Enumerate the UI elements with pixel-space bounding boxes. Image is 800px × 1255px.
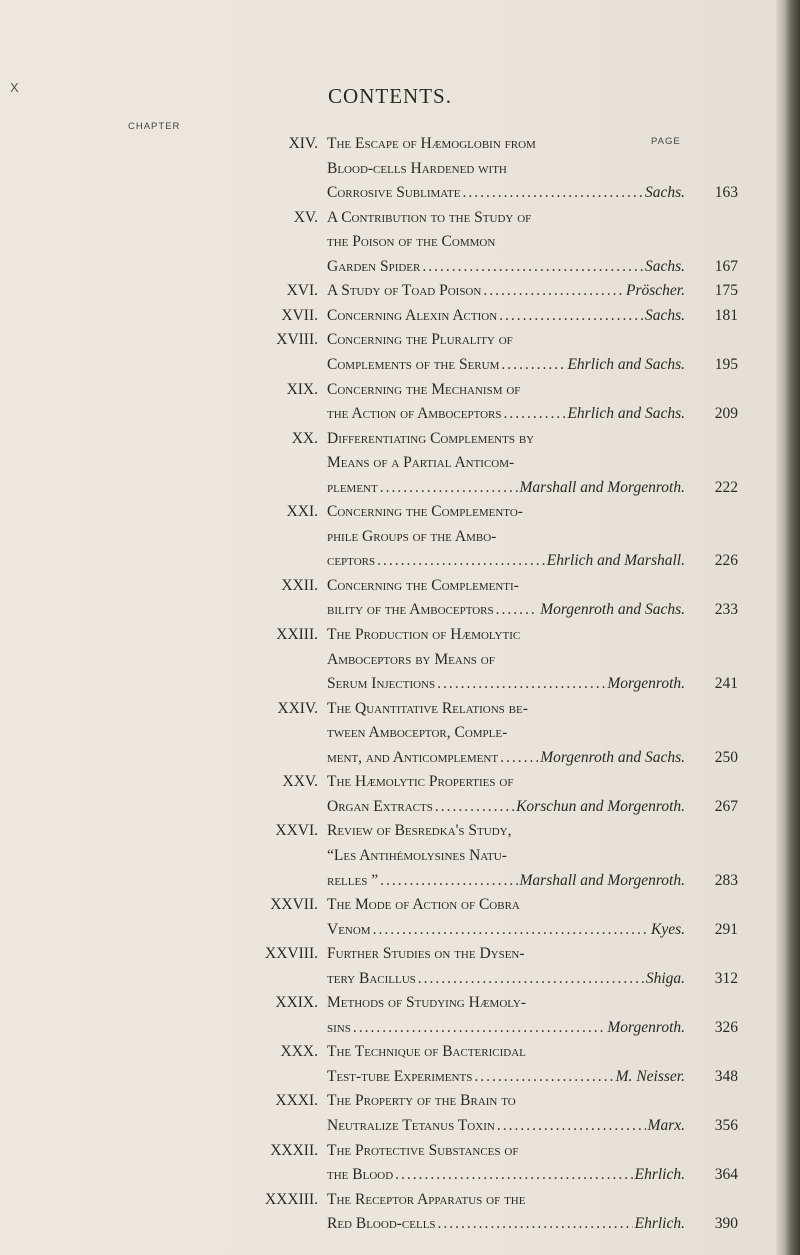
entry-line [0,1089,800,1113]
dot-leader [418,967,644,991]
entry-line [0,795,800,819]
chapter-title-leader-line [327,1114,685,1138]
page-number: 283 [714,871,738,889]
chapter-number: XV. [293,208,318,226]
chapter-title-line: the Action of Amboceptors [327,405,502,423]
entry-line [0,206,800,230]
chapter-author: Morgenroth and Sachs. [540,601,685,619]
entry-line [0,1212,800,1236]
chapter-title-line: phile Groups of the Ambo- [327,527,497,545]
entry-line [0,574,800,598]
chapter-title-line: Garden Spider [327,257,421,275]
chapter-title-leader-line [327,746,685,770]
entry-line [0,918,800,942]
page-number: 356 [714,1117,738,1134]
entry-line [0,181,800,205]
chapter-author: Sachs. [644,306,685,324]
chapter-title-line: Red Blood-cells [327,1215,436,1233]
chapter-number: XIX. [286,380,318,398]
chapter-title-line: Organ Extracts [327,797,433,815]
entry-line [0,844,800,868]
chapter-title-line: Complements of the Serum [327,355,500,373]
page-number: 312 [714,969,738,987]
chapter-title-line: Concerning the Complemento- [327,503,523,521]
chapter-title-line: The Hæmolytic Properties of [327,773,514,791]
chapter-title-leader-line [327,255,685,279]
entry-line [0,353,800,377]
chapter-column-label: CHAPTER [128,121,181,132]
chapter-title-leader-line [327,1212,685,1236]
chapter-title-line: The Protective Substances of [327,1141,519,1159]
chapter-title-line: A Contribution to the Study of [327,208,532,226]
chapter-title-line: Concerning Alexin Action [327,306,498,324]
dot-leader [497,1114,646,1138]
chapter-title-line: ment, and Anticomplement [327,748,499,766]
dot-leader [462,181,643,205]
chapter-author: Marx. [647,1117,685,1134]
dot-leader [504,402,566,426]
chapter-title-leader-line [327,598,685,622]
chapter-number: XVII. [281,306,318,324]
chapter-title-line: Concerning the Plurality of [327,331,513,349]
entry-line [0,500,800,524]
chapter-title-leader-line [327,1065,685,1089]
entry-line [0,230,800,254]
chapter-title-line: Differentiating Complements by [327,429,535,447]
chapter-number: XXVIII. [265,945,318,963]
entry-line [0,648,800,672]
chapter-title-leader-line [327,967,685,991]
page-number: 326 [714,1018,738,1036]
chapter-number: XXXII. [270,1141,318,1159]
chapter-title-leader-line [327,795,685,819]
chapter-title-line: “Les Antihémolysines Natu- [327,846,507,864]
chapter-title-line: Concerning the Complementi- [327,576,519,594]
chapter-number: XVI. [286,282,318,300]
chapter-author: Sachs. [644,184,685,202]
entry-line [0,1016,800,1040]
entry-line [0,869,800,893]
chapter-title-line: Review of Besredka's Study, [327,822,512,840]
page-number: 250 [714,748,738,766]
chapter-title-leader-line [327,1016,685,1040]
chapter-title-line: Neutralize Tetanus Toxin [327,1117,495,1134]
chapter-number: XVIII. [276,331,318,349]
folio-mark: X [10,80,19,95]
entry-line [0,1139,800,1163]
chapter-author: Pröscher. [626,282,685,300]
chapter-title-line: The Receptor Apparatus of the [327,1190,526,1208]
entry-line [0,1040,800,1064]
chapter-author: Ehrlich and Marshall. [546,552,685,570]
entry-line [0,770,800,794]
dot-leader [422,255,643,279]
dot-leader [501,353,565,377]
page-number: 163 [714,184,738,202]
dot-leader [500,746,538,770]
chapter-number: XX. [291,429,318,447]
page-number: 226 [714,552,738,570]
chapter-author: Morgenroth and Sachs. [540,748,685,766]
entry-line [0,378,800,402]
entry-line [0,476,800,500]
page-number: 175 [714,282,738,300]
chapter-title-line: Concerning the Mechanism of [327,380,521,398]
chapter-author: Ehrlich and Sachs. [567,355,685,373]
page-number: 241 [714,675,738,693]
entry-line [0,721,800,745]
chapter-title-line: Means of a Partial Anticom- [327,454,515,472]
page-number: 233 [714,601,738,619]
chapter-title-line: The Mode of Action of Cobra [327,896,520,914]
page-number: 348 [714,1067,738,1085]
entry-line [0,598,800,622]
entry-line [0,525,800,549]
chapter-title-line: relles ” [327,871,379,889]
entry-line [0,991,800,1015]
page-number: 209 [714,405,738,423]
chapter-title-line: The Production of Hæmolytic [327,626,521,643]
chapter-title-line: the Poison of the Common [327,233,496,251]
chapter-title-leader-line [327,918,685,942]
chapter-title-line: The Escape of Hæmoglobin from [327,135,536,152]
entry-line [0,549,800,573]
page-number: 181 [714,306,738,324]
page-number: 390 [714,1215,738,1233]
entry-line [0,1114,800,1138]
chapter-title-line: The Property of the Brain to [327,1092,516,1110]
chapter-title-leader-line [327,476,685,500]
dot-leader [435,795,514,819]
chapter-title-leader-line [327,181,685,205]
dot-leader [377,549,545,573]
chapter-number: XXXIII. [265,1190,318,1208]
entry-line [0,623,800,647]
chapter-title-line: plement [327,478,378,496]
chapter-number: XXV. [282,773,318,791]
chapter-title-leader-line [327,1163,685,1187]
chapter-title-line: A Study of Toad Poison [327,282,482,300]
page-number: 167 [714,257,738,275]
chapter-number: XXVII. [270,896,318,914]
chapter-author: Morgenroth. [607,675,685,693]
chapter-author: Morgenroth. [607,1018,685,1036]
page-number: 222 [714,478,738,496]
chapter-number: XXIII. [276,626,318,643]
page-number: 267 [714,797,738,815]
dot-leader [380,869,517,893]
dot-leader [353,1016,606,1040]
chapter-title-leader-line [327,279,685,303]
chapter-title-line: Amboceptors by Means of [327,650,495,668]
entry-line [0,967,800,991]
chapter-author: Sachs. [644,257,685,275]
chapter-title-line: Blood-cells Hardened with [327,159,507,177]
chapter-number: XXVI. [275,822,318,840]
chapter-title-line: Further Studies on the Dysen- [327,945,525,963]
chapter-title-line: ceptors [327,552,376,570]
chapter-number: XXX. [280,1043,318,1061]
chapter-title-leader-line [327,402,685,426]
entry-line [0,819,800,843]
chapter-number: XIV. [288,135,318,152]
chapter-title-line: The Quantitative Relations be- [327,699,528,717]
chapter-author: Ehrlich. [634,1215,685,1233]
chapter-title-leader-line [327,869,685,893]
entry-line [0,157,800,181]
entry-line [0,328,800,352]
chapter-number: XXXI. [275,1092,318,1110]
entry-line [0,942,800,966]
page-column-label: PAGE [651,136,681,147]
page-title: CONTENTS. [328,84,452,108]
chapter-title-line: Venom [327,920,371,938]
dot-leader [380,476,518,500]
dot-leader [499,304,643,328]
chapter-author: Kyes. [650,920,685,938]
chapter-author: Marshall and Morgenroth. [519,478,685,496]
entry-line [0,697,800,721]
dot-leader [483,279,624,303]
chapter-author: Ehrlich and Sachs. [567,405,685,423]
dot-leader [438,1212,633,1236]
chapter-title-line: bility of the Amboceptors [327,601,494,619]
chapter-title-line: sins [327,1018,351,1036]
chapter-author: M. Neisser. [615,1067,685,1085]
entry-line [0,1065,800,1089]
entry-line [0,304,800,328]
entry-line [0,255,800,279]
dot-leader [474,1065,613,1089]
chapter-title-leader-line [327,304,685,328]
chapter-number: XXII. [281,576,318,594]
entry-line [0,1163,800,1187]
dot-leader [373,918,649,942]
entry-line [0,672,800,696]
chapter-author: Korschun and Morgenroth. [516,797,685,815]
entry-line [0,746,800,770]
chapter-title-line: Serum Injections [327,675,436,693]
dot-leader [395,1163,632,1187]
chapter-author: Ehrlich. [634,1166,685,1184]
chapter-title-line: the Blood [327,1166,394,1184]
chapter-title-line: tween Amboceptor, Comple- [327,724,508,742]
entry-line [0,1188,800,1212]
chapter-title-line: Methods of Studying Hæmoly- [327,994,527,1012]
entry-line [0,132,800,156]
dot-leader [496,598,539,622]
chapter-title-leader-line [327,549,685,573]
entry-line [0,451,800,475]
page-number: 364 [714,1166,738,1184]
entry-line [0,427,800,451]
chapter-title-line: Test-tube Experiments [327,1067,473,1085]
page-number: 195 [714,355,738,373]
dot-leader [437,672,605,696]
chapter-title-line: tery Bacillus [327,969,416,987]
chapter-title-leader-line [327,353,685,377]
chapter-number: XXI. [286,503,318,521]
entry-line [0,893,800,917]
chapter-author: Marshall and Morgenroth. [519,871,685,889]
entry-line [0,402,800,426]
chapter-title-leader-line [327,672,685,696]
chapter-number: XXIV. [277,699,318,717]
chapter-title-line: Corrosive Sublimate [327,184,461,202]
entry-line [0,279,800,303]
chapter-number: XXIX. [275,994,318,1012]
chapter-title-line: The Technique of Bactericidal [327,1043,526,1061]
chapter-author: Shiga. [645,969,685,987]
page-number: 291 [714,920,738,938]
